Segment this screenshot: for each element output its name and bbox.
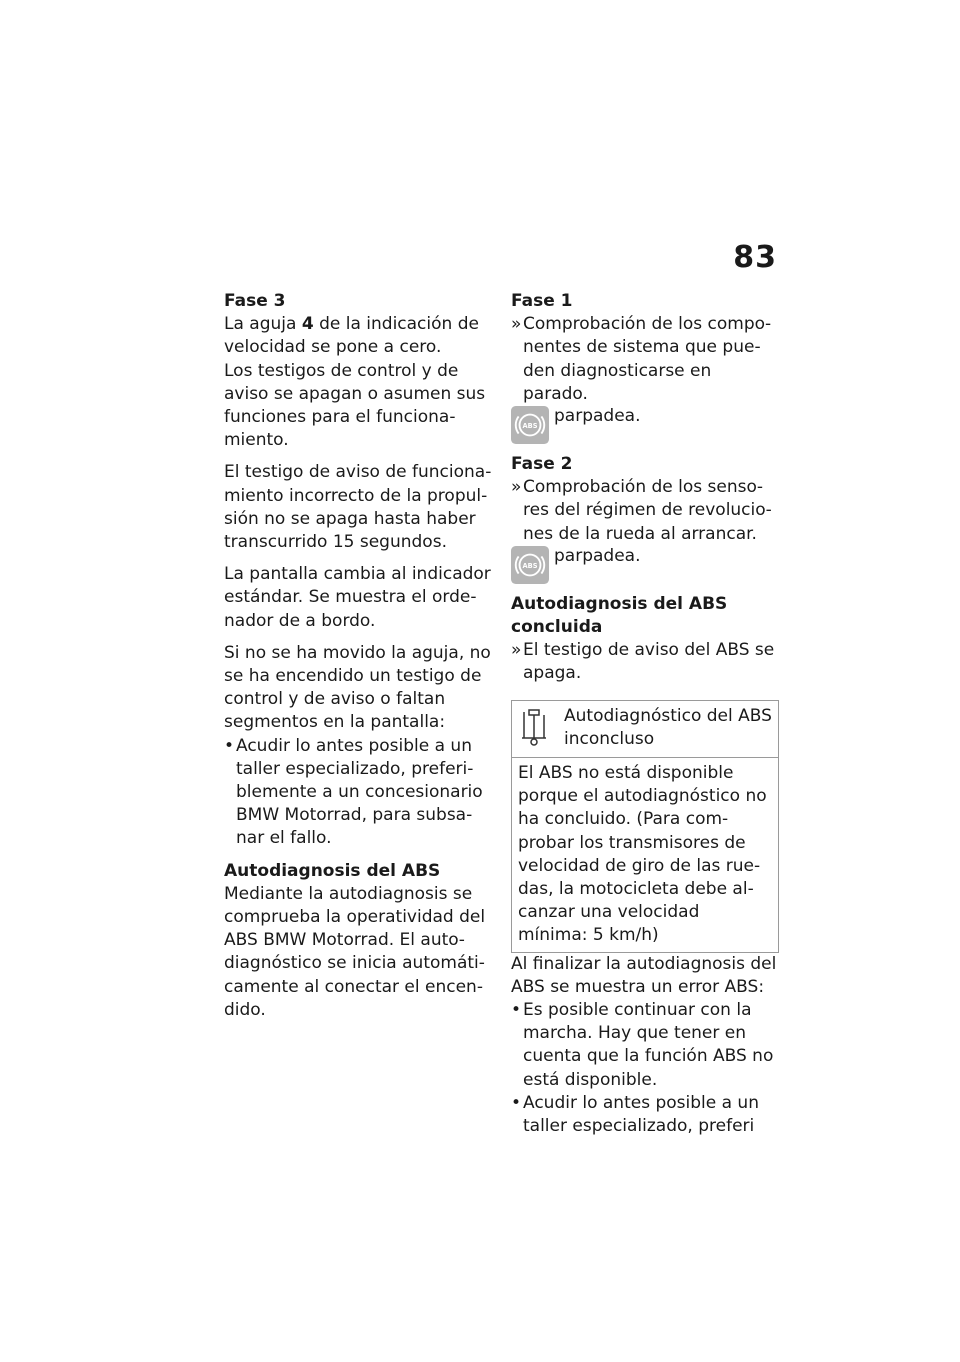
fase2-icon-line <box>511 546 779 584</box>
fase3-heading: Fase 3 <box>224 291 286 311</box>
needle-number: 4 <box>301 314 314 335</box>
info-box-body: El ABS no está disponible porque el autodiagnóstico no ha concluido. (Para comprobar los transmisores de velocidad de giro de las ruedas, la motocicleta debe alcanzar una velocidad mínima: 5 km/h) <box>518 763 767 946</box>
after-paragraph: Al finalizar la autodiagnosis del ABS se muestra un error ABS: <box>511 953 777 997</box>
abs-warning-icon <box>511 546 549 584</box>
info-box-title: Autodiagnóstico del ABS inconcluso <box>564 705 772 749</box>
fase3-paragraph-1: La aguja 4 de la indicación de velocidad se pone a cero. <box>224 314 479 358</box>
fault-bullet: • Acudir lo antes posible a un taller especializado, preferiblemente a un concesionario BMW Motorrad, para subsanar el fallo. <box>224 735 492 851</box>
concluded-heading: Autodiagnosis del ABS concluida <box>511 593 728 638</box>
fault-paragraph: Si no se ha movido la aguja, no se ha encendido un testigo de control y de aviso o faltan segmentos en la pantalla: <box>224 642 491 733</box>
fase2-heading: Fase 2 <box>511 454 573 475</box>
abs-warning-icon <box>511 406 549 444</box>
autodiag-heading: Autodiagnosis del ABS <box>224 860 441 881</box>
fase1-blink-text: parpadea. <box>554 406 641 427</box>
fase1-step: » Comprobación de los componentes de sistema que pueden diagnosticarse en parado. <box>511 313 779 406</box>
fase3-paragraph-2: Los testigos de control y de aviso se apagan o asumen sus funciones para el funcionamiento. <box>224 360 486 451</box>
info-box-header <box>512 701 778 758</box>
continue-bullet: • Es posible continuar con la marcha. Hay que tener en cuenta que la función ABS no está disponible. <box>511 999 779 1092</box>
display-paragraph: La pantalla cambia al indicador estándar. Se muestra el ordenador de a bordo. <box>224 564 491 631</box>
concluded-step: » El testigo de aviso del ABS se apaga. <box>511 639 779 685</box>
fase1-heading: Fase 1 <box>511 291 573 311</box>
autodiag-paragraph: Mediante la autodiagnosis se comprueba la operatividad del ABS BMW Motorrad. El autodiagnóstico se inicia automáticamente al conectar el encendido. <box>224 883 486 1020</box>
workshop-bullet: • Acudir lo antes posible a un taller especializado, preferi <box>511 1092 779 1138</box>
fase1-icon-line <box>511 406 779 444</box>
warning-paragraph: El testigo de aviso de funcionamiento incorrecto de la propulsión no se apaga hasta haber transcurrido 15 segundos. <box>224 462 492 553</box>
svg-text:ABS: ABS <box>522 421 538 430</box>
info-box <box>511 700 779 953</box>
left-column <box>224 290 492 1022</box>
measuring-tool-icon <box>520 708 550 748</box>
svg-text:ABS: ABS <box>522 561 538 570</box>
fase2-blink-text: parpadea. <box>554 545 641 566</box>
page-number: 83 <box>733 240 777 275</box>
fase2-step: » Comprobación de los sensores del régimen de revoluciones de la rueda al arrancar. <box>511 476 779 546</box>
right-column <box>511 290 779 1138</box>
